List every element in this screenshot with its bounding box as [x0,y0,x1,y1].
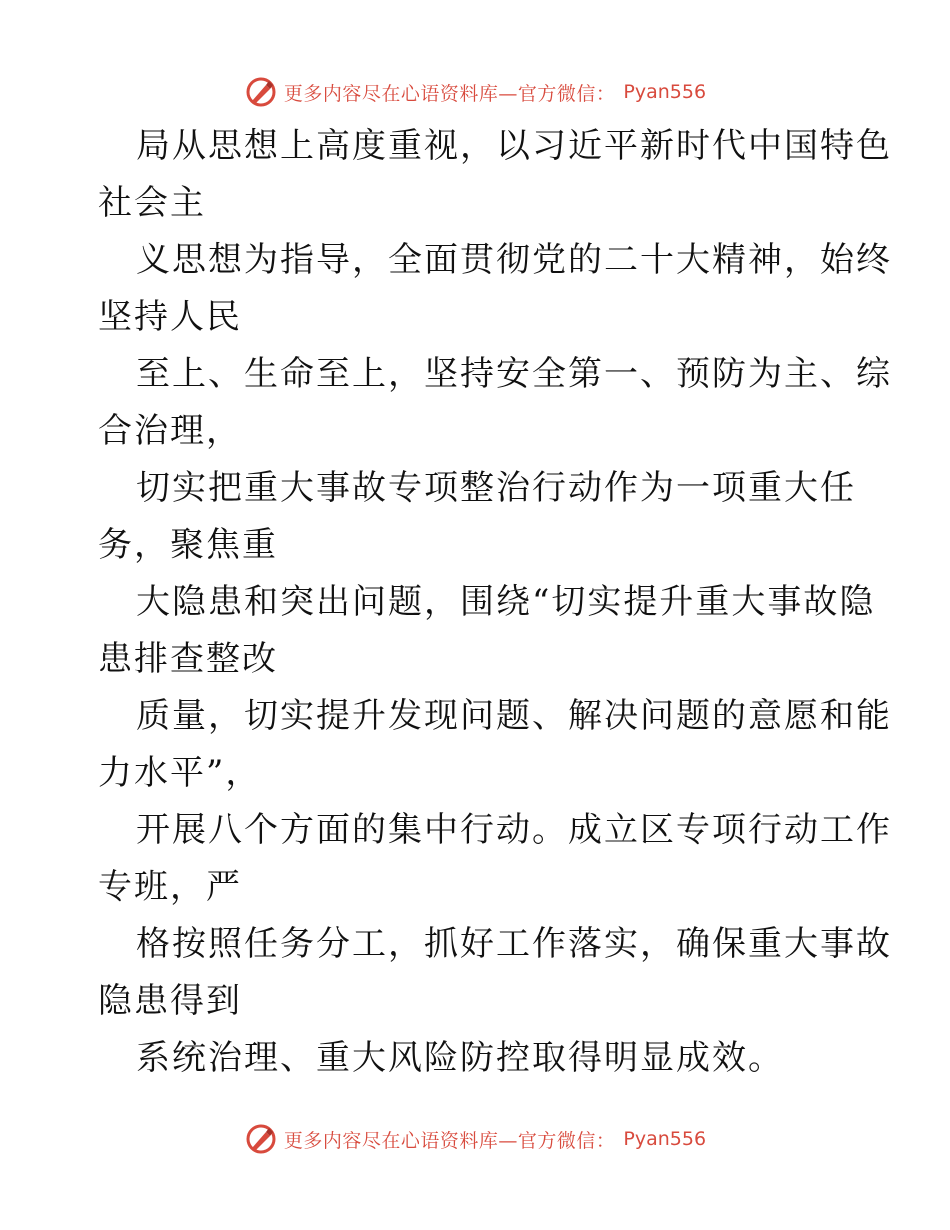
header-watermark [0,72,950,112]
watermark-text: 更多内容尽在心语资料库—官方微信： [283,82,616,105]
paragraph-line: 义思想为指导，全面贯彻党的二十大精神，始终 [136,240,892,280]
paragraph [98,802,892,916]
paragraph [98,118,892,232]
paragraph-line: 患排查整改 [98,639,278,679]
paragraph [98,688,892,802]
paragraph [98,460,858,574]
paragraph-line: 质量，切实提升发现问题、解决问题的意愿和能 [136,696,892,736]
paragraph-line: 合治理， [98,411,242,451]
paragraph-line: 坚持人民 [98,297,242,337]
document-body [98,118,892,1087]
paragraph-line: 系统治理、重大风险防控取得明显成效。 [136,1038,784,1078]
pen-logo-icon [244,1122,278,1156]
paragraph-line: 社会主 [98,183,206,223]
watermark-handle: Pyan556 [623,81,707,103]
paragraph-line: 专班，严 [98,867,242,907]
paragraph [98,232,892,346]
watermark-text: 更多内容尽在心语资料库—官方微信： [283,1129,616,1152]
paragraph-line: 隐患得到 [98,981,242,1021]
paragraph-line: 大隐患和突出问题，围绕“切实提升重大事故隐 [136,582,876,622]
paragraph-line: 格按照任务分工，抓好工作落实，确保重大事故 [136,924,892,964]
pen-logo-icon [244,75,278,109]
paragraph [98,346,892,460]
paragraph-line: 务，聚焦重 [98,525,278,565]
paragraph [98,1030,858,1087]
paragraph-line: 切实把重大事故专项整治行动作为一项重大任 [136,468,856,508]
footer-watermark [0,1119,950,1159]
paragraph [98,574,876,688]
paragraph-line: 至上、生命至上，坚持安全第一、预防为主、综 [136,354,892,394]
paragraph [98,916,892,1030]
paragraph-line: 力水平”， [98,753,262,793]
paragraph-line: 局从思想上高度重视，以习近平新时代中国特色 [136,126,892,166]
watermark-handle: Pyan556 [623,1128,707,1150]
paragraph-line: 开展八个方面的集中行动。成立区专项行动工作 [136,810,892,850]
